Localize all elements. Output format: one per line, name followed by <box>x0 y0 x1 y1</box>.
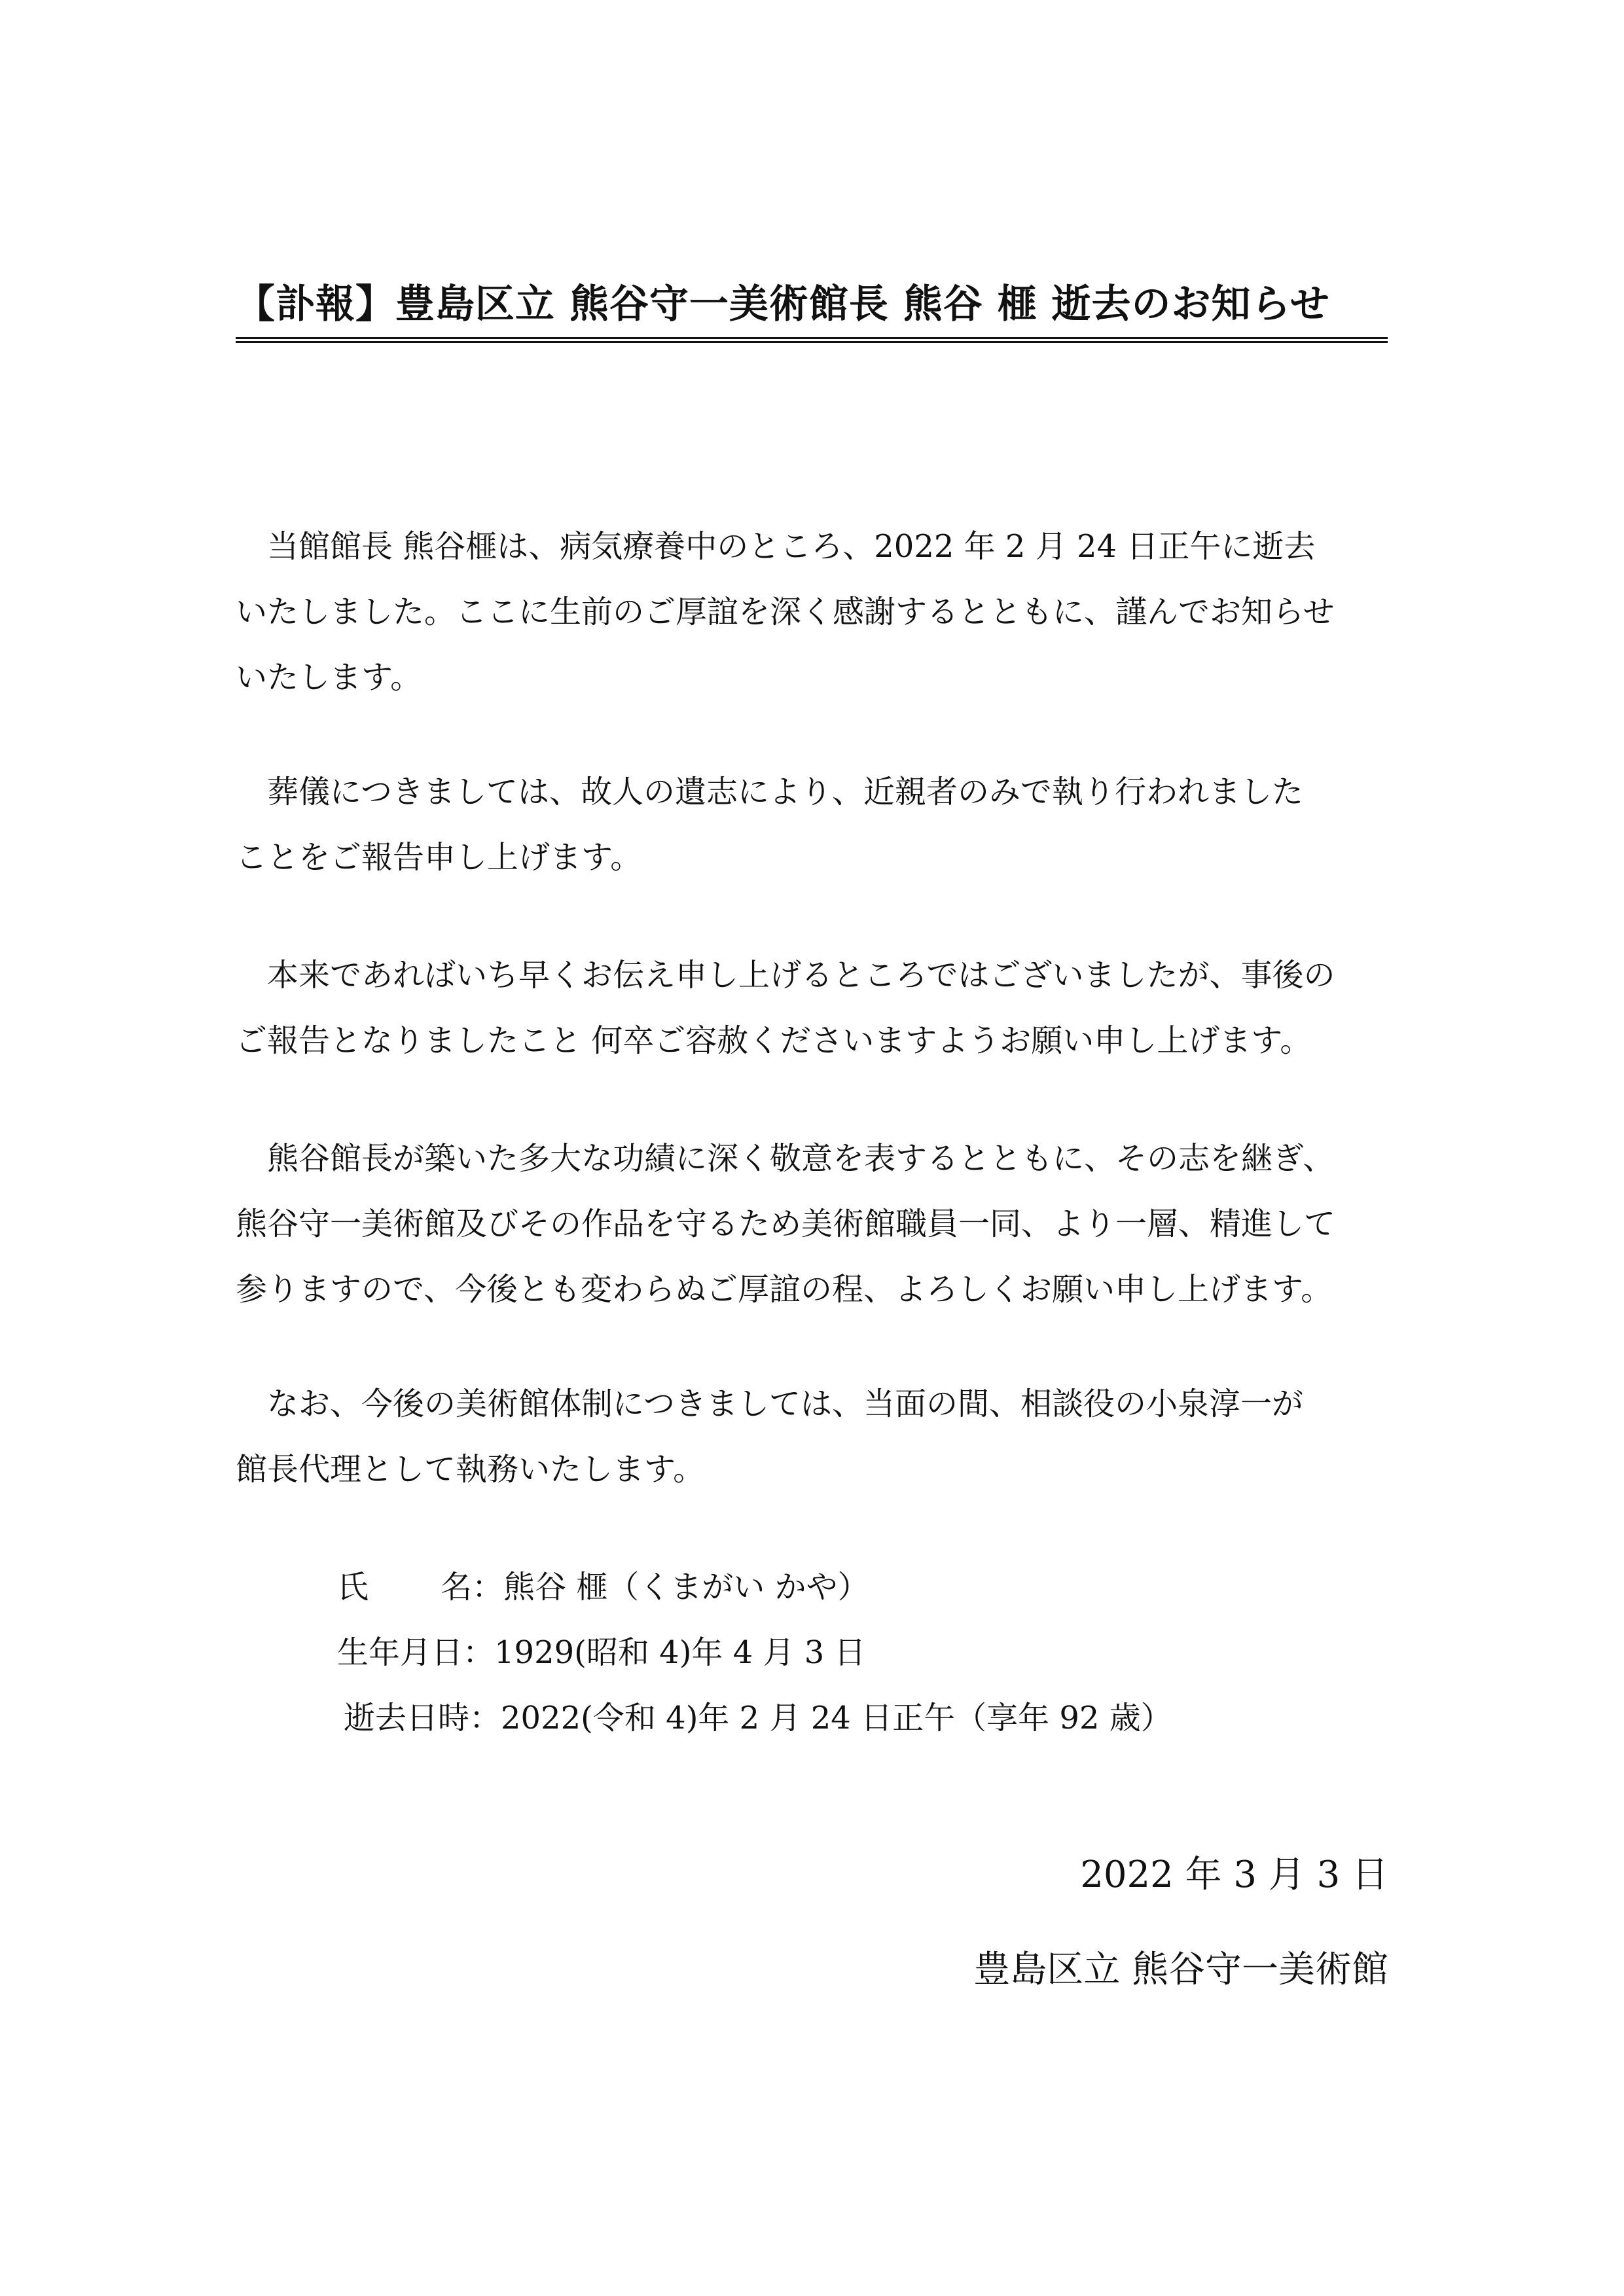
name-row <box>337 1554 1172 1620</box>
birth-label: 生年月日： <box>337 1634 495 1671</box>
paragraph-line: いたしました。ここに生前のご厚誼を深く感謝するとともに、謹んでお知らせ <box>236 594 1335 630</box>
death-value: 2022(令和 4)年 2 月 24 日正午（享年 92 歳） <box>501 1700 1172 1736</box>
paragraph-line: いたします。 <box>236 659 422 696</box>
death-label: 逝去日時： <box>344 1700 501 1736</box>
paragraph-line: 本来であればいち早くお伝え申し上げるところではございましたが、事後の <box>267 957 1335 994</box>
paragraph-line: 館長代理として執務いたします。 <box>236 1451 705 1488</box>
birth-value: 1929(昭和 4)年 4 月 3 日 <box>494 1634 866 1671</box>
paragraph-3 <box>236 942 1388 1073</box>
paragraph-2 <box>236 759 1388 890</box>
paragraph-line: ことをご報告申し上げます。 <box>236 839 642 876</box>
paragraph-line: なお、今後の美術館体制につきましては、当面の間、相談役の小泉淳一が <box>267 1386 1304 1422</box>
name-label-1: 氏 <box>337 1569 369 1605</box>
name-label-2: 名： <box>441 1569 504 1605</box>
paragraph-line: 葬儀につきましては、故人の遺志により、近親者のみで執り行われました <box>267 774 1304 810</box>
paragraph-5 <box>236 1371 1388 1502</box>
paragraph-line: 参りますので、今後とも変わらぬご厚誼の程、よろしくお願い申し上げます。 <box>236 1271 1333 1308</box>
paragraph-line: 熊谷守一美術館及びその作品を守るため美術館職員一同、より一層、精進して <box>236 1206 1336 1242</box>
issue-date: 2022 年 3 月 3 日 <box>1080 1854 1388 1896</box>
paragraph-line: 熊谷館長が築いた多大な功績に深く敬意を表するとともに、その志を継ぎ、 <box>267 1140 1335 1177</box>
organization-name: 豊島区立 熊谷守一美術館 <box>973 1948 1388 1991</box>
page-title: 【訃報】豊島区立 熊谷守一美術館長 熊谷 榧 逝去のお知らせ <box>236 278 1388 343</box>
paragraph-line: 当館館長 熊谷榧は、病気療養中のところ、2022 年 2 月 24 日正午に逝去 <box>267 528 1316 565</box>
paragraph-4 <box>236 1126 1388 1322</box>
name-value: 熊谷 榧（くまがい かや） <box>503 1569 869 1605</box>
birth-row <box>337 1620 1172 1685</box>
death-row <box>337 1685 1172 1751</box>
profile-info <box>337 1554 1172 1751</box>
paragraph-1 <box>236 514 1388 710</box>
paragraph-line: ご報告となりましたこと 何卒ご容赦くださいますようお願い申し上げます。 <box>236 1022 1312 1059</box>
